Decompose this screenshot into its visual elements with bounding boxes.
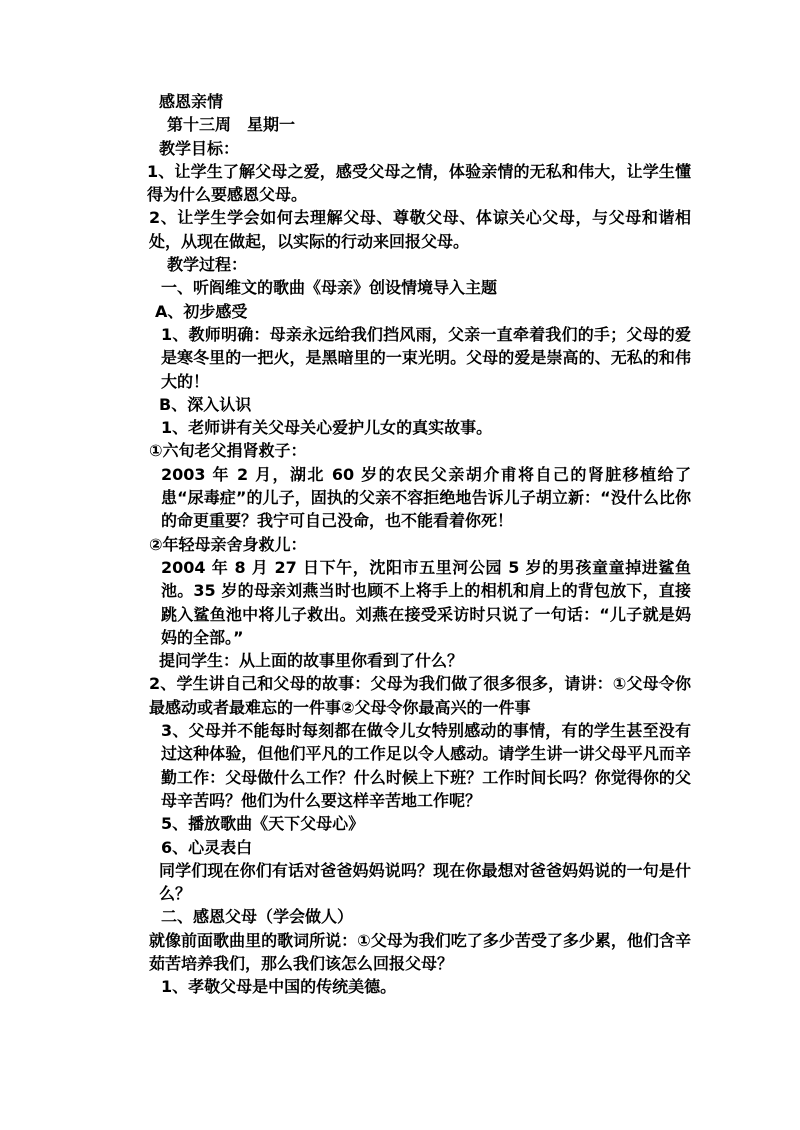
- section-2-item-1: 1、孝敬父母是中国的传统美德。: [161, 977, 397, 997]
- part-b-item-1: 1、老师讲有关父母关心爱护儿女的真实故事。: [161, 418, 493, 438]
- item-3: 3、父母并不能每时每刻都在做令儿女特别感动的事情，有的学生甚至没有过这种体验，但他们平凡的工作足以令人感动。请学生讲一讲父母平凡而辛勤工作：父母做什么工作？什么时候上下班？工作时间长吗？你觉得你的父母辛苦吗？他们为什么要这样辛苦地工作呢？: [161, 721, 691, 810]
- story-2-text: 2004 年 8 月 27 日下午，沈阳市五里河公园 5 岁的男孩童童掉进鲨鱼池。35 岁的母亲刘燕当时也顾不上将手上的相机和肩上的背包放下，直接跳入鲨鱼池中将儿子救出。刘燕在接受采访时只说了一句话：“儿子就是妈妈的全部。”: [161, 557, 691, 647]
- goal-1: 1、让学生了解父母之爱，感受父母之情，体验亲情的无私和伟大，让学生懂得为什么要感恩父母。: [147, 161, 691, 205]
- goals-heading: 教学目标：: [159, 138, 240, 158]
- goal-2: 2、让学生学会如何去理解父母、尊敬父母、体谅关心父母，与父母和谐相处，从现在做起，以实际的行动来回报父母。: [149, 208, 691, 251]
- part-a-heading: A、初步感受: [155, 301, 248, 321]
- document-title: 感恩亲情: [159, 92, 224, 111]
- question-1: 提问学生：从上面的故事里你看到了什么？: [159, 651, 464, 671]
- section-heading-2: 二、感恩父母（学会做人）: [161, 907, 354, 927]
- part-a-item-1: 1、教师明确：母亲永远给我们挡风雨，父亲一直牵着我们的手；父母的爱是寒冬里的一把火，是黑暗里的一束光明。父母的爱是崇高的、无私的和伟大的！: [161, 324, 691, 391]
- story-1-title: ①六旬老父捐肾救子：: [149, 441, 307, 461]
- item-2: 2、学生讲自己和父母的故事：父母为我们做了很多很多，请讲：①父母令你最感动或者最难忘的一件事②父母令你最高兴的一件事: [149, 674, 691, 717]
- week-line: 第十三周 星期一: [167, 115, 296, 135]
- section-heading-1: 一、听阎维文的歌曲《母亲》创设情境导入主题: [161, 278, 498, 298]
- story-2-title: ②年轻母亲舍身救儿：: [149, 534, 307, 554]
- story-1-text: 2003 年 2 月，湖北 60 岁的农民父亲胡介甫将自己的肾脏移植给了患“尿毒症”的儿子，固执的父亲不容拒绝地告诉儿子胡立新：“没什么比你的命更重要？我宁可自己没命，也不能看着你死！: [161, 464, 691, 531]
- item-5: 5、播放歌曲《天下父母心》: [161, 814, 365, 834]
- item-6: 6、心灵表白: [161, 837, 253, 857]
- process-heading: 教学过程：: [167, 255, 248, 275]
- item-6-text: 同学们现在你们有话对爸爸妈妈说吗？现在你最想对爸爸妈妈说的一句是什么？: [159, 860, 691, 904]
- part-b-heading: B、深入认识: [159, 394, 252, 414]
- section-2-text: 就像前面歌曲里的歌词所说：①父母为我们吃了多少苦受了多少累，他们含辛茹苦培养我们，那么我们该怎么回报父母？: [149, 930, 691, 973]
- document-body: [121, 90, 691, 999]
